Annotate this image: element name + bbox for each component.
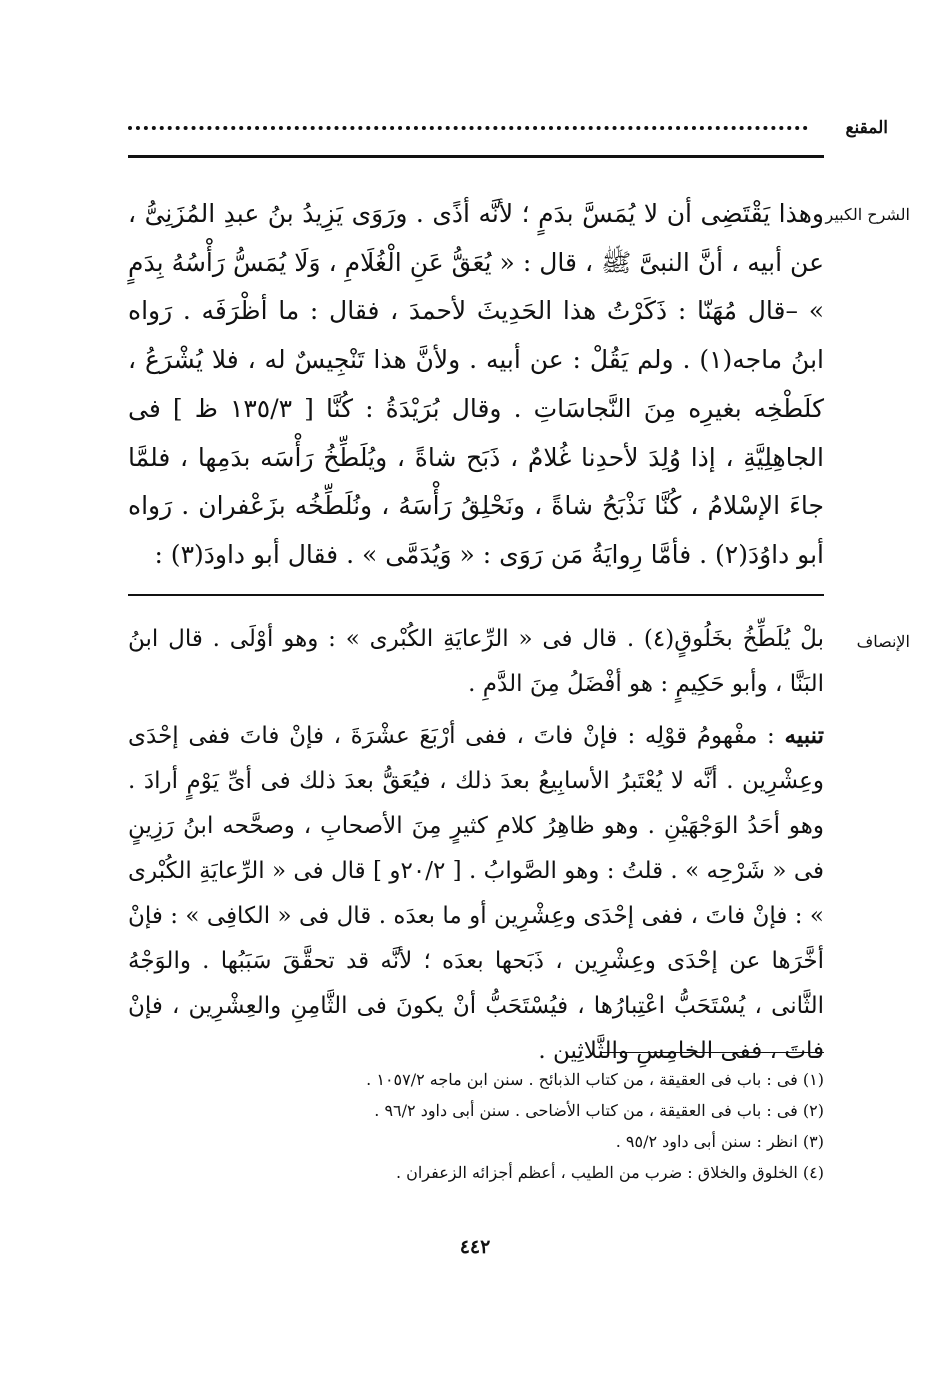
- header-rule: [128, 155, 824, 158]
- running-header-title: المقنع: [845, 118, 888, 138]
- insaf-paragraph-2: [128, 713, 824, 1074]
- insaf-paragraph-1: بلْ يُلَطِّخُ بخَلُوقٍ(٤) . قال فى « الرِّعايَةِ الكُبْرى » : وهو أوْلَى . قال ابنُ البَنَّا ، وأبو حَكِيمٍ : هو أفْضَلُ مِنَ الدَّمِ .: [128, 626, 824, 697]
- footnote-1: (١) فى : باب فى العقيقة ، من كتاب الذبائح . سنن ابن ماجه ١٠٥٧/٢ .: [366, 1070, 824, 1089]
- footnote-3: (٣) انظر : سنن أبى داود ٩٥/٢ .: [615, 1132, 824, 1151]
- insaf-text-block: [128, 617, 824, 1074]
- footnote-4: (٤) الخلوق والخلاق : ضرب من الطيب ، أعظم أجزائه الزعفران .: [395, 1163, 824, 1182]
- header-dotted-leader: [128, 126, 808, 130]
- tanbih-heading: تنبيه: [784, 722, 824, 749]
- page-number: ٤٤٢: [459, 1236, 491, 1258]
- side-label-insaf: الإنصاف: [856, 632, 910, 651]
- insaf-paragraph-2-text: : مفْهومُ قوْلِه : فإنْ فاتَ ، ففى أرْبَعَ عشْرَةَ ، فإنْ فاتَ ففى إحْدَى وعِشْرِين . أنَّه لا يُعْتَبرُ الأسابِيعُ بعدَ ذلك ، فيُعَقُّ بعدَ ذلك فى أىِّ يَوْمٍ أرادَ . وهو أحَدُ الوَجْهَيْنِ . وهو ظاهِرُ كلامِ كثيرٍ مِنَ الأصحابِ ، وصحَّحه ابنُ رَزِينٍ فى « شَرْحِه » . قلتُ : وهو الصَّوابُ . [ ٢٠/٢و ] قال فى « الرِّعايَةِ الكُبْرى » : فإنْ فاتَ ، ففى إحْدَى وعِشْرِين أو ما بعدَه . قال فى « الكافِى » : فإنْ أخَّرَها عن إحْدَى وعِشْرِين ، ذَبَحها بعدَه ؛ لأنَّه قد تحقَّقَ سَبَبُها . والوَجْهُ الثَّانى ، يُسْتَحَبُّ اعْتِبارُها ، فيُسْتَحَبُّ أنْ يكونَ فى الثَّامِنِ والعِشْرِين ، فإنْ فاتَ ، ففى الخامِسِ والثَّلاثِين .: [128, 723, 824, 1064]
- footnote-2: (٢) فى : باب فى العقيقة ، من كتاب الأضاحى . سنن أبى داود ٩٦/٢ .: [374, 1101, 824, 1120]
- section-divider-rule: [128, 594, 824, 596]
- side-label-sharh: الشرح الكبير: [825, 205, 910, 224]
- footnote-rule: [600, 1052, 824, 1053]
- sharh-text-block: وهذا يَقْتَضِى أن لا يُمَسَّ بدَمٍ ؛ لأنَّه أذًى . ورَوَى يَزِيدُ بنُ عبدِ المُزَنِىُّ ، عن أبيه ، أنَّ النبىَّ ﷺ ، قال : « يُعَقُّ عَنِ الْغُلَامِ ، وَلَا يُمَسُّ رَأْسُهُ بِدَمٍ » –قال مُهَنّا : ذَكَرْتُ هذا الحَدِيثَ لأحمدَ ، فقال : ما أظْرَفَه . رَواه ابنُ ماجه(١) . ولم يَقُلْ : عن أبيه . ولأنَّ هذا تَنْجِيسٌ له ، فلا يُشْرَعُ ، كلَطْخِه بغيرِه مِنَ النَّجاسَاتِ . وقال بُرَيْدَةُ : كُنَّا [ ١٣٥/٣ ظ ] فى الجاهِلِيَّةِ ، إذا وُلِدَ لأحدِنا غُلامٌ ، ذَبَح شاةً ، ويُلَطِّخُ رَأْسَه بدَمِها ، فلمَّا جاءَ الإسْلامُ ، كُنَّا نَذْبَحُ شاةً ، ونَحْلِقُ رَأْسَهُ ، ونُلَطِّخُه بزَعْفران . رَواه أبو داوُدَ(٢) . فأمَّا رِوايَةُ مَن رَوَى : « وَيُدَمَّى » . فقال أبو داودَ(٣) :: [128, 199, 824, 569]
- footnotes: [200, 1064, 824, 1188]
